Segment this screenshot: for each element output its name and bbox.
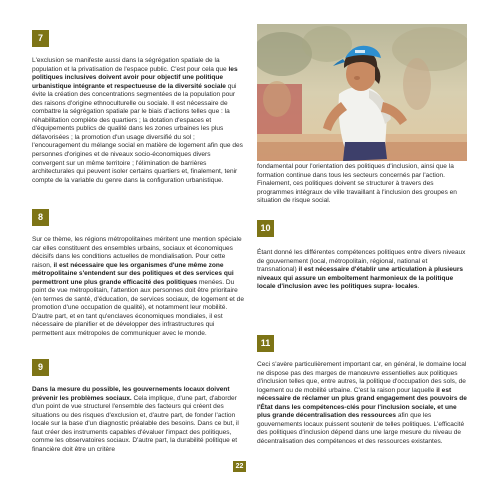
- section-9-text-1: Cela implique, d'une part, d'aborder d'un point de vue structurel l'ensemble des facteurs qui créent des situations ou des risques d'exclusion et, d'autre part, de fonder l'action locale sur la base d'un diagnostic préalable des besoins. Dans ce but, il faut créer des instruments capables d'évaluer l'impact des politiques, comme les observatoires sociaux. D'autre part, la durabilité politique et financière doit être un critère: [32, 394, 239, 453]
- section-7-continued-paragraph: fondamental pour l'orientation des politiques d'inclusion, ainsi que la formation continue dans tous les secteurs concernés par l'action. Finalement, ces politiques doivent se structurer à travers des programmes intégraux de ville travaillant à l'inclusion des groupes en situation de risque social.: [257, 163, 457, 205]
- section-8-emphasis: il est nécessaire que les organismes d'une même zone métropolitaine s'entendent sur des politiques et des services qui permettront une plus grande efficacité des politiques: [32, 261, 234, 286]
- section-7-emphasis: les politiques inclusives doivent avoir pour objectif une politique urbanistique intégrante et respectueuse de la diversité sociale: [32, 65, 238, 90]
- section-10-text-1: Étant donné les différentes compétences politiques entre divers niveaux de gouvernement (local, métropolitain, régional, national et transnational): [257, 249, 466, 274]
- section-number-10: 10: [257, 220, 274, 237]
- section-10-paragraph: [257, 249, 467, 292]
- section-9-paragraph: [32, 386, 244, 454]
- section-7-text-2: qui évite la création des concentrations segmentées de la population pour des raisons d'origine ethnoculturelle ou sociale. Il est nécessaire de combattre la ségrégation spatiale par le biais d'actions telles que : la réhabilitation complète des quartiers ; la dotation d'espaces et d'équipements publics de qualité dans les zones urbaines les plus défavorisées ; la promotion d'un usage diversifié du sol ; l'encouragement du mélange social en matière de logement afin que des personnes d'origines et de niveaux socio-économiques divers convergent sur un même territoire ; l'élimination de barrières architecturales qui peuvent isoler certains quartiers et, finalement, tenir compte de la variable du genre dans la configuration urbanistique.: [32, 82, 243, 184]
- section-9-emphasis: Dans la mesure du possible, les gouvernements locaux doivent prévenir les problèmes sociaux.: [32, 386, 230, 402]
- running-child-illustration: [257, 24, 467, 161]
- section-7-text-1: L'exclusion se manifeste aussi dans la ségrégation spatiale de la population et la privatisation de l'espace public. C'est pour cela que: [32, 57, 229, 73]
- page-number: 22: [233, 461, 246, 472]
- section-11-text-2: afin que les gouvernements locaux puissent soutenir de telles politiques. L'efficacité des politiques d'inclusion dépend dans une large mesure du niveau de décentralisation des compétences et des ressources existantes.: [257, 412, 465, 445]
- section-number-9: 9: [32, 359, 49, 376]
- section-11-emphasis: il est nécessaire de réclamer un plus grand engagement des pouvoirs de l'État dans les compétences-clés pour l'inclusion sociale, et une plus grande décentralisation des ressources: [257, 386, 467, 420]
- section-number-11: 11: [257, 335, 274, 352]
- section-8-text-2: menées. Du point de vue métropolitain, l'attention aux personnes doit être prioritaire (en termes de santé, d'éducation, de services sociaux, de logement et de promotion d'une occupation de qualité), et notamment leur mobilité. D'autre part, et en tant qu'enclaves économiques mondiales, il est nécessaire de planifier et de développer des infrastructures qui permettent aux métropoles de communiquer avec le monde.: [32, 278, 244, 338]
- section-number-7: 7: [32, 30, 49, 47]
- section-7-paragraph: [32, 57, 244, 185]
- section-number-8: 8: [32, 209, 49, 226]
- section-8-paragraph: [32, 236, 244, 339]
- section-11-paragraph: [257, 361, 467, 446]
- section-11-text-1: Ceci s'avère particulièrement important car, en général, le domaine local ne dispose pas des marges de manœuvre essentielles aux politiques d'inclusion telles que, entre autres, la politique d'occupation des sols, de logement ou de mobilité urbaine. C'est la raison pour laquelle: [257, 361, 467, 394]
- section-8-text-1: Sur ce thème, les régions métropolitaines méritent une mention spéciale car elles constituent des ensembles urbains, sociaux et économiques décisifs dans les conditions actuelles de mondialisation. Pour cette raison,: [32, 236, 242, 269]
- photo-child-running: [257, 24, 467, 161]
- section-10-text-2: .: [417, 283, 420, 291]
- section-10-emphasis: il est nécessaire d'établir une articulation à plusieurs niveaux qui assure un emboîtement harmonieux de la politique locale d'inclusion avec les politiques supra- locales: [257, 266, 464, 291]
